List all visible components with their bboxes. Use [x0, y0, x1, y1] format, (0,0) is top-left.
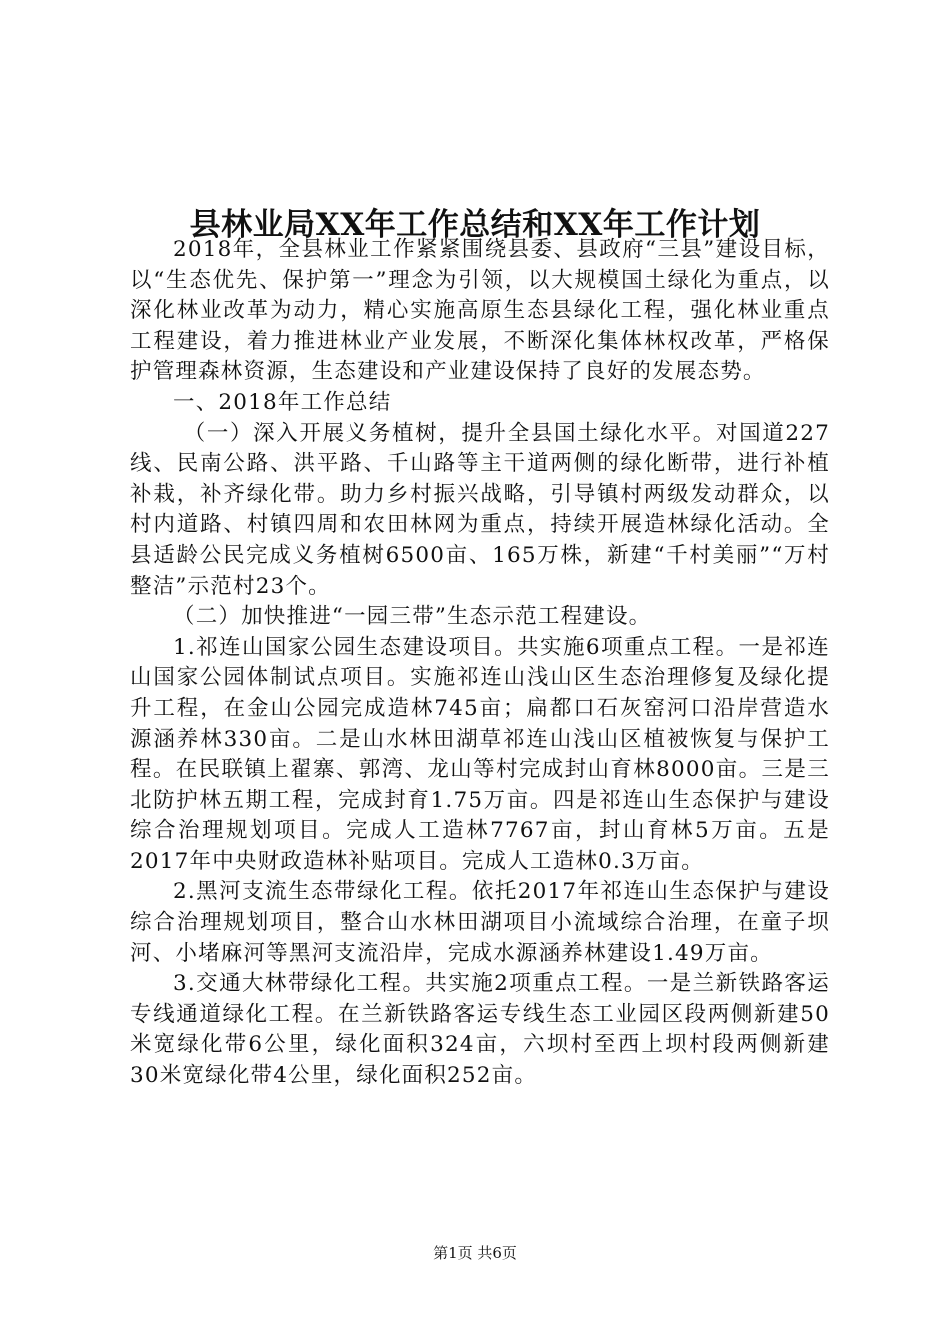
item-paragraph-3: 3.交通大林带绿化工程。共实施2项重点工程。一是兰新铁路客运专线通道绿化工程。在兰新铁路客运专线生态工业园区段两侧新建50米宽绿化带6公里，绿化面积324亩，六坝村至西上坝村段两侧新建30米宽绿化带4公里，绿化面积252亩。 [130, 971, 830, 1089]
page-footer: 第1页 共6页 [433, 1244, 517, 1262]
document-body [130, 235, 830, 1092]
document-title: 县林业局XX年工作总结和XX年工作计划 [189, 206, 761, 243]
item-paragraph-1: 1.祁连山国家公园生态建设项目。共实施6项重点工程。一是祁连山国家公园体制试点项目。实施祁连山浅山区生态治理修复及绿化提升工程，在金山公园完成造林745亩；扁都口石灰窑河口沿岸营造水源涵养林330亩。二是山水林田湖草祁连山浅山区植被恢复与保护工程。在民联镇上翟寨、郭湾、龙山等村完成封山育林8000亩。三是三北防护林五期工程，完成封育1.75万亩。四是祁连山生态保护与建设综合治理规划项目。完成人工造林7767亩，封山育林5万亩。五是2017年中央财政造林补贴项目。完成人工造林0.3万亩。 [130, 634, 830, 874]
section-heading: 一、2018年工作总结 [173, 389, 392, 415]
intro-paragraph: 2018年，全县林业工作紧紧围绕县委、县政府“三县”建设目标，以“生态优先、保护第一”理念为引领，以大规模国土绿化为重点，以深化林业改革为动力，精心实施高原生态县绿化工程，强化林业重点工程建设，着力推进林业产业发展，不断深化集体林权改革，严格保护管理森林资源，生态建设和产业建设保持了良好的发展态势。 [130, 237, 830, 385]
subsection-paragraph-1: （一）深入开展义务植树，提升全县国土绿化水平。对国道227线、民南公路、洪平路、千山路等主干道两侧的绿化断带，进行补植补栽，补齐绿化带。助力乡村振兴战略，引导镇村两级发动群众，以村内道路、村镇四周和农田林网为重点，持续开展造林绿化活动。全县适龄公民完成义务植树6500亩、165万株，新建“千村美丽”“万村整洁”示范村23个。 [130, 420, 830, 599]
subsection-heading-2: （二）加快推进“一园三带”生态示范工程建设。 [173, 604, 652, 630]
item-paragraph-2: 2.黑河支流生态带绿化工程。依托2017年祁连山生态保护与建设综合治理规划项目，整合山水林田湖项目小流域综合治理，在童子坝河、小堵麻河等黑河支流沿岸，完成水源涵养林建设1.49万亩。 [130, 879, 830, 966]
